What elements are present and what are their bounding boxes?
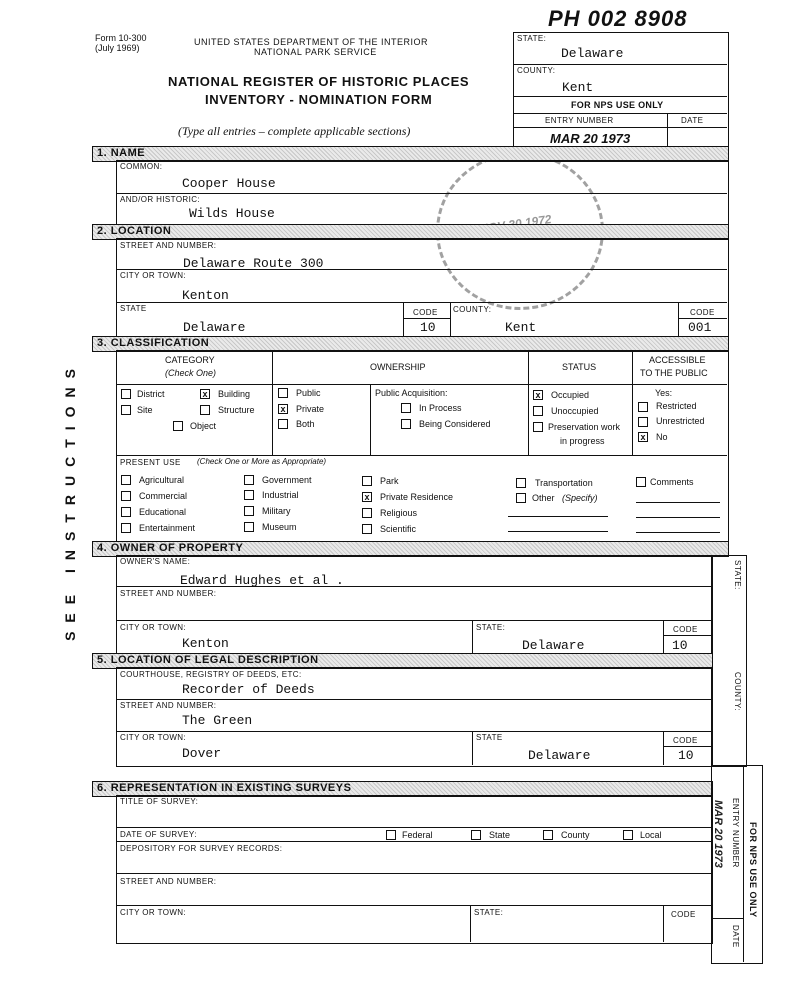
public-acquisition-label: Public Acquisition: bbox=[375, 388, 448, 398]
museum-label: Museum bbox=[262, 522, 297, 532]
accessible-label: ACCESSIBLE bbox=[649, 355, 706, 365]
legal-code-value: 10 bbox=[678, 748, 694, 763]
commercial-checkbox[interactable] bbox=[121, 491, 131, 501]
county-code-value: 001 bbox=[688, 320, 712, 335]
both-checkbox[interactable] bbox=[278, 419, 288, 429]
header-county-value: Kent bbox=[562, 80, 594, 95]
object-checkbox[interactable] bbox=[173, 421, 183, 431]
military-label: Military bbox=[262, 506, 291, 516]
religious-checkbox[interactable] bbox=[362, 508, 372, 518]
park-checkbox[interactable] bbox=[362, 476, 372, 486]
side-entry-stamp: MAR 20 1973 bbox=[712, 800, 724, 868]
see-instructions-label: SEE INSTRUCTIONS bbox=[62, 360, 78, 641]
entry-date-stamp: MAR 20 1973 bbox=[550, 131, 631, 146]
park-label: Park bbox=[380, 476, 399, 486]
specify-label: (Specify) bbox=[562, 493, 598, 503]
legal-street-label: STREET AND NUMBER: bbox=[120, 701, 217, 710]
owner-city-label: CITY OR TOWN: bbox=[120, 623, 187, 632]
owner-code-value: 10 bbox=[672, 638, 688, 653]
unoccupied-checkbox[interactable] bbox=[533, 406, 543, 416]
legal-city-label: CITY OR TOWN: bbox=[120, 733, 187, 742]
state-code-value: 10 bbox=[420, 320, 436, 335]
legal-street-value: The Green bbox=[182, 713, 253, 728]
being-considered-checkbox[interactable] bbox=[401, 419, 411, 429]
common-name-value: Cooper House bbox=[182, 176, 276, 191]
survey-state-label: STATE: bbox=[474, 908, 504, 917]
government-label: Government bbox=[262, 475, 312, 485]
transportation-label: Transportation bbox=[535, 478, 593, 488]
side-state-label: STATE: bbox=[733, 560, 742, 590]
legal-code-label: CODE bbox=[673, 736, 698, 745]
section-location-title: 2. LOCATION bbox=[97, 225, 172, 237]
owner-name-label: OWNER'S NAME: bbox=[120, 557, 191, 566]
preservation-label-2: in progress bbox=[560, 436, 605, 446]
section-owner-title: 4. OWNER OF PROPERTY bbox=[97, 542, 244, 554]
location-state-value: Delaware bbox=[183, 320, 246, 335]
local-checkbox[interactable] bbox=[623, 830, 633, 840]
form-number: Form 10-300 bbox=[95, 33, 147, 43]
present-use-sub: (Check One or More as Appropriate) bbox=[197, 457, 327, 466]
section-classification-title: 3. CLASSIFICATION bbox=[97, 337, 210, 349]
form-instructions: (Type all entries – complete applicable sections) bbox=[178, 124, 411, 138]
local-label: Local bbox=[640, 830, 662, 840]
industrial-checkbox[interactable] bbox=[244, 490, 254, 500]
transportation-checkbox[interactable] bbox=[516, 478, 526, 488]
location-county-label: COUNTY: bbox=[453, 305, 492, 314]
location-county-value: Kent bbox=[505, 320, 537, 335]
entertainment-checkbox[interactable] bbox=[121, 523, 131, 533]
site-checkbox[interactable] bbox=[121, 405, 131, 415]
county-survey-label: County bbox=[561, 830, 590, 840]
nps-use-label: FOR NPS USE ONLY bbox=[571, 100, 664, 110]
private-label: Private bbox=[296, 404, 325, 414]
department-name: UNITED STATES DEPARTMENT OF THE INTERIOR bbox=[194, 37, 429, 47]
date-label: DATE bbox=[681, 116, 704, 125]
occupied-checkbox[interactable]: x bbox=[533, 390, 543, 400]
district-label: District bbox=[137, 389, 165, 399]
agricultural-checkbox[interactable] bbox=[121, 475, 131, 485]
courthouse-label: COURTHOUSE, REGISTRY OF DEEDS, ETC: bbox=[120, 670, 302, 679]
header-state-value: Delaware bbox=[561, 46, 624, 61]
unrestricted-checkbox[interactable] bbox=[638, 417, 648, 427]
museum-checkbox[interactable] bbox=[244, 522, 254, 532]
survey-city-label: CITY OR TOWN: bbox=[120, 908, 187, 917]
public-label: Public bbox=[296, 388, 321, 398]
other-line-2 bbox=[508, 531, 608, 532]
form-revision: (July 1969) bbox=[95, 43, 140, 53]
side-nps-label: FOR NPS USE ONLY bbox=[748, 822, 758, 918]
scientific-label: Scientific bbox=[380, 524, 417, 534]
building-label: Building bbox=[218, 389, 251, 399]
federal-checkbox[interactable] bbox=[386, 830, 396, 840]
side-date-label: DATE bbox=[731, 925, 740, 948]
agricultural-label: Agricultural bbox=[139, 475, 185, 485]
in-process-checkbox[interactable] bbox=[401, 403, 411, 413]
survey-date-label: DATE OF SURVEY: bbox=[120, 830, 197, 839]
yes-label: Yes: bbox=[655, 388, 673, 398]
no-label: No bbox=[656, 432, 668, 442]
state-survey-label: State bbox=[489, 830, 511, 840]
both-label: Both bbox=[296, 419, 315, 429]
legal-city-value: Dover bbox=[182, 746, 222, 761]
form-title: NATIONAL REGISTER OF HISTORIC PLACES bbox=[168, 74, 470, 89]
occupied-label: Occupied bbox=[551, 390, 590, 400]
no-checkbox[interactable]: x bbox=[638, 432, 648, 442]
category-label: CATEGORY bbox=[165, 355, 215, 365]
private-residence-label: Private Residence bbox=[380, 492, 454, 502]
depository-label: DEPOSITORY FOR SURVEY RECORDS: bbox=[120, 844, 283, 853]
comments-line-2 bbox=[636, 517, 720, 518]
federal-label: Federal bbox=[402, 830, 433, 840]
private-residence-checkbox[interactable]: x bbox=[362, 492, 372, 502]
unrestricted-label: Unrestricted bbox=[656, 416, 705, 426]
service-name: NATIONAL PARK SERVICE bbox=[254, 47, 377, 57]
section-legal-title: 5. LOCATION OF LEGAL DESCRIPTION bbox=[97, 654, 319, 666]
owner-state-value: Delaware bbox=[522, 638, 585, 653]
scientific-checkbox[interactable] bbox=[362, 524, 372, 534]
owner-state-label: STATE: bbox=[476, 623, 506, 632]
city-label: CITY OR TOWN: bbox=[120, 271, 187, 280]
state-code-label: CODE bbox=[413, 308, 438, 317]
preservation-checkbox[interactable] bbox=[533, 422, 543, 432]
legal-state-label: STATE bbox=[476, 733, 503, 742]
other-label: Other bbox=[532, 493, 555, 503]
handwritten-id: PH 002 8908 bbox=[548, 6, 688, 31]
historic-name-value: Wilds House bbox=[189, 206, 275, 221]
county-checkbox[interactable] bbox=[543, 830, 553, 840]
street-value: Delaware Route 300 bbox=[183, 256, 324, 271]
comments-line-3 bbox=[636, 532, 720, 533]
section-name-title: 1. NAME bbox=[97, 147, 146, 159]
other-checkbox[interactable] bbox=[516, 493, 526, 503]
object-label: Object bbox=[190, 421, 217, 431]
in-process-label: In Process bbox=[419, 403, 462, 413]
owner-name-value: Edward Hughes et al . bbox=[180, 573, 344, 588]
historic-name-label: AND/OR HISTORIC: bbox=[120, 195, 201, 204]
military-checkbox[interactable] bbox=[244, 506, 254, 516]
structure-checkbox[interactable] bbox=[200, 405, 210, 415]
present-use-label: PRESENT USE bbox=[120, 458, 181, 467]
religious-label: Religious bbox=[380, 508, 418, 518]
street-label: STREET AND NUMBER: bbox=[120, 241, 217, 250]
comments-checkbox[interactable] bbox=[636, 477, 646, 487]
industrial-label: Industrial bbox=[262, 490, 299, 500]
private-checkbox[interactable]: x bbox=[278, 404, 288, 414]
government-checkbox[interactable] bbox=[244, 475, 254, 485]
entertainment-label: Entertainment bbox=[139, 523, 196, 533]
being-considered-label: Being Considered bbox=[419, 419, 491, 429]
courthouse-value: Recorder of Deeds bbox=[182, 682, 315, 697]
side-county-label: COUNTY: bbox=[733, 672, 742, 712]
restricted-checkbox[interactable] bbox=[638, 402, 648, 412]
section-surveys-title: 6. REPRESENTATION IN EXISTING SURVEYS bbox=[97, 782, 352, 794]
comments-line-1 bbox=[636, 502, 720, 503]
district-checkbox[interactable] bbox=[121, 389, 131, 399]
preservation-label: Preservation work bbox=[548, 422, 621, 432]
public-checkbox[interactable] bbox=[278, 388, 288, 398]
comments-label: Comments bbox=[650, 477, 694, 487]
owner-street-label: STREET AND NUMBER: bbox=[120, 589, 217, 598]
survey-title-label: TITLE OF SURVEY: bbox=[120, 797, 199, 806]
survey-code-label: CODE bbox=[671, 910, 696, 919]
other-line-1 bbox=[508, 516, 608, 517]
ownership-label: OWNERSHIP bbox=[370, 362, 426, 372]
accessible-label-2: TO THE PUBLIC bbox=[640, 368, 708, 378]
status-label: STATUS bbox=[562, 362, 597, 372]
common-name-label: COMMON: bbox=[120, 162, 163, 171]
county-code-label: CODE bbox=[690, 308, 715, 317]
educational-checkbox[interactable] bbox=[121, 507, 131, 517]
category-sub: (Check One) bbox=[165, 368, 217, 378]
site-label: Site bbox=[137, 405, 153, 415]
header-state-label: STATE: bbox=[517, 34, 547, 43]
commercial-label: Commercial bbox=[139, 491, 188, 501]
state-checkbox[interactable] bbox=[471, 830, 481, 840]
entry-number-label: ENTRY NUMBER bbox=[545, 116, 614, 125]
survey-street-label: STREET AND NUMBER: bbox=[120, 877, 217, 886]
location-state-label: STATE bbox=[120, 304, 147, 313]
city-value: Kenton bbox=[182, 288, 229, 303]
structure-label: Structure bbox=[218, 405, 255, 415]
unoccupied-label: Unoccupied bbox=[551, 406, 599, 416]
side-entry-number-label: ENTRY NUMBER bbox=[731, 798, 740, 868]
header-county-label: COUNTY: bbox=[517, 66, 556, 75]
legal-state-value: Delaware bbox=[528, 748, 591, 763]
owner-code-label: CODE bbox=[673, 625, 698, 634]
owner-city-value: Kenton bbox=[182, 636, 229, 651]
educational-label: Educational bbox=[139, 507, 187, 517]
restricted-label: Restricted bbox=[656, 401, 697, 411]
form-subtitle: INVENTORY - NOMINATION FORM bbox=[205, 92, 433, 107]
building-checkbox[interactable]: x bbox=[200, 389, 210, 399]
